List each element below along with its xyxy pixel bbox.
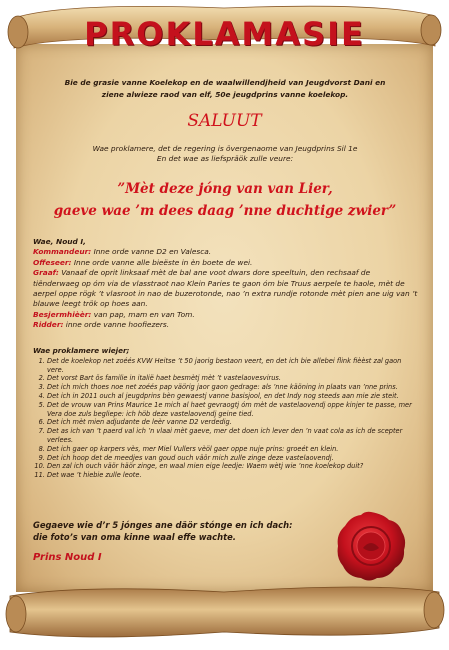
proclamations-list (33, 357, 418, 480)
signature: Prins Noud I (33, 552, 102, 563)
list-item: 9. Det ich hoop det de meedjes van goud ouch väör mich zulle zinge deze vastelaovendj. (47, 454, 418, 463)
motto-line: gaeve wae ’m dees daag ’nne duchtige zwier” (53, 203, 397, 219)
role-label: Ridder: (33, 320, 64, 330)
role-text: Vanaaf de oprit linksaaf mèt de bal ane voot dwars dore speeltuin, den rechsaaf de tiënderwaeg op óm via de vlasstraot nao Klein Paries te gaon óm bie Truus aerpele te haole, mèt de aerpel oppe rögk ’t vlasroot in nao de buzerotonde, nao ’n extra rundje rotonde mèt pien ane uig van ’t blauwe leegt trök op hoes aan. (33, 268, 418, 309)
role-item (33, 268, 418, 310)
role-label: Kommandeur: (33, 247, 92, 257)
roles-heading: Wae, Noud I, (33, 237, 86, 246)
proclamations-heading: Wae proklamere wiejer; (33, 346, 130, 355)
role-text: van pap, mam en van Tom. (91, 309, 195, 319)
page-title: PROKLAMASIE (84, 15, 365, 53)
wax-seal-icon (333, 508, 409, 584)
intro-text (40, 77, 410, 101)
role-text: Inne orde vanne alle bieëste in èn boete de wei. (71, 257, 253, 267)
saluut-heading: SALUUT (187, 111, 262, 131)
list-item: 7. Det as ich van ’t paerd val ich ’n vlaai mèt gaeve, mer det doen ich lever den ’n vaat cola as ich de scepter verlees. (47, 427, 418, 445)
role-text: inne orde vanne hoofiezers. (63, 320, 170, 330)
motto-quote (20, 178, 430, 222)
role-item (33, 247, 418, 257)
closing-line: die foto’s van oma kinne waal effe wachte. (33, 532, 236, 542)
proclamations-section (33, 347, 418, 480)
role-item (33, 310, 418, 320)
list-item: 4. Det ich in 2011 ouch al jeugdprins bèn gewaestj vanne basisjool, en det Indy nog steeds aan mie zie steit. (47, 392, 418, 401)
subintro-text (40, 144, 410, 164)
role-label: Graaf: (33, 268, 59, 278)
role-label: Offeseer: (33, 257, 72, 267)
role-text: Inne orde vanne D2 en Valesca. (91, 247, 212, 257)
list-item: 10. Den zal ich ouch väör häör zinge, en waal mien eige leedje: Waem wètj wie ’nne koelekop duit? (47, 462, 418, 471)
list-item: 2. Det vorst Bart ös familie in italië haet besmètj mèt ’t vastelaovesvirus. (47, 374, 418, 383)
motto-line: ”Mèt deze jóng van van Lier, (117, 181, 333, 197)
list-item: 3. Det ich mich thoes noe net zoéés pap väörig jaor gaon gedrage: als ’nne käöning in plaats van ’nne prins. (47, 383, 418, 392)
role-label: Besjermhièèr: (33, 309, 92, 319)
list-item: 6. Det ich mèt mien adjudante de leèr vanne D2 verdedig. (47, 418, 418, 427)
list-item: 1. Det de koelekop net zoéés KVW Heitse ’t 50 jaorig bestaon veert, en det ich bie allebei flink fièèst zal gaon vere. (47, 357, 418, 375)
subintro-line: Wae proklamere, det de regering is övergenaome van Jeugdprins Sil 1e (92, 144, 358, 153)
list-item: 5. Det de vrouw van Prins Maurice 1e mich al haet gevraogtj óm mèt de vastelaovendj oppe kinjer te passe, mer Vera doe zuls begliepe: ich höb deze vastelaovendj geine tied. (47, 401, 418, 419)
roles-section (33, 237, 418, 331)
list-item: 11. Det wae ’t hiebie zulle leote. (47, 471, 418, 480)
intro-line: ziene alwieze raod van elf, 50e jeugdprins vanne koelekop. (101, 90, 349, 99)
subintro-line: En det wae as liefspräök zulle veure: (156, 154, 294, 163)
intro-line: Bie de grasie vanne Koelekop en de waalwillendjheid van Jeugdvorst Dani en (64, 78, 386, 87)
role-item (33, 258, 418, 268)
closing-line: Gegaeve wie d’r 5 jónges ane däör stónge en ich dach: (33, 520, 293, 530)
list-item: 8. Det ich gaer op karpers vès, mer Miel Vullers vèöl gaer oppe nuje prins: groeét en klein. (47, 445, 418, 454)
closing-text (33, 519, 353, 543)
role-item (33, 320, 418, 330)
